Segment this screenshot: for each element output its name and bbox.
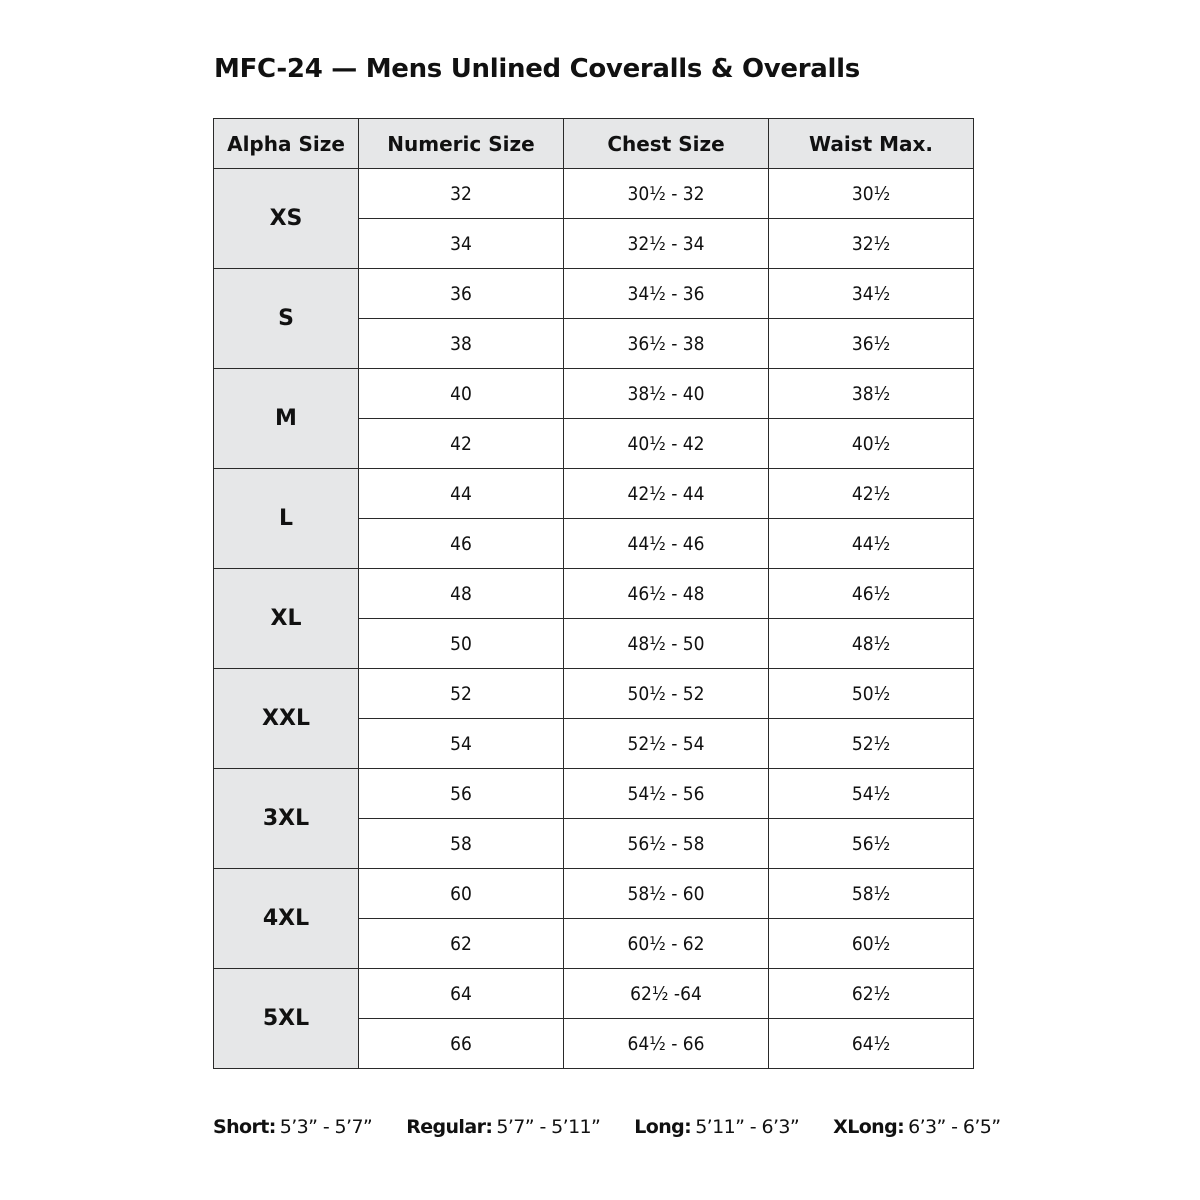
table-row xyxy=(214,469,974,519)
column-header-chest-size: Chest Size xyxy=(564,119,769,169)
numeric-size-cell: 52 xyxy=(359,669,564,719)
waist-max-cell: 34½ xyxy=(769,269,974,319)
alpha-size-cell: XL xyxy=(214,569,359,669)
length-long xyxy=(634,1116,799,1138)
numeric-size-cell: 46 xyxy=(359,519,564,569)
chest-size-cell: 54½ - 56 xyxy=(564,769,769,819)
waist-max-cell: 56½ xyxy=(769,819,974,869)
waist-max-cell: 36½ xyxy=(769,319,974,369)
column-header-waist-max: Waist Max. xyxy=(769,119,974,169)
chest-size-cell: 50½ - 52 xyxy=(564,669,769,719)
table-row xyxy=(214,669,974,719)
numeric-size-cell: 36 xyxy=(359,269,564,319)
waist-max-cell: 30½ xyxy=(769,169,974,219)
chest-size-cell: 42½ - 44 xyxy=(564,469,769,519)
length-short xyxy=(213,1116,372,1138)
length-label: Regular: xyxy=(406,1116,493,1138)
waist-max-cell: 40½ xyxy=(769,419,974,469)
alpha-size-cell: XXL xyxy=(214,669,359,769)
length-label: XLong: xyxy=(833,1116,905,1138)
alpha-size-cell: XS xyxy=(214,169,359,269)
numeric-size-cell: 64 xyxy=(359,969,564,1019)
chest-size-cell: 56½ - 58 xyxy=(564,819,769,869)
length-range: 5’11” - 6’3” xyxy=(695,1116,800,1138)
chest-size-cell: 58½ - 60 xyxy=(564,869,769,919)
table-row xyxy=(214,769,974,819)
table-row xyxy=(214,169,974,219)
numeric-size-cell: 38 xyxy=(359,319,564,369)
chest-size-cell: 38½ - 40 xyxy=(564,369,769,419)
waist-max-cell: 54½ xyxy=(769,769,974,819)
waist-max-cell: 58½ xyxy=(769,869,974,919)
chest-size-cell: 52½ - 54 xyxy=(564,719,769,769)
chest-size-cell: 30½ - 32 xyxy=(564,169,769,219)
numeric-size-cell: 42 xyxy=(359,419,564,469)
chest-size-cell: 46½ - 48 xyxy=(564,569,769,619)
numeric-size-cell: 44 xyxy=(359,469,564,519)
table-row xyxy=(214,869,974,919)
waist-max-cell: 50½ xyxy=(769,669,974,719)
waist-max-cell: 52½ xyxy=(769,719,974,769)
header-row xyxy=(214,119,974,169)
length-legend xyxy=(213,1116,1001,1138)
length-range: 5’3” - 5’7” xyxy=(279,1116,373,1138)
numeric-size-cell: 34 xyxy=(359,219,564,269)
waist-max-cell: 48½ xyxy=(769,619,974,669)
waist-max-cell: 42½ xyxy=(769,469,974,519)
numeric-size-cell: 56 xyxy=(359,769,564,819)
waist-max-cell: 32½ xyxy=(769,219,974,269)
alpha-size-cell: 4XL xyxy=(214,869,359,969)
numeric-size-cell: 48 xyxy=(359,569,564,619)
alpha-size-cell: L xyxy=(214,469,359,569)
chest-size-cell: 60½ - 62 xyxy=(564,919,769,969)
numeric-size-cell: 66 xyxy=(359,1019,564,1069)
chest-size-cell: 32½ - 34 xyxy=(564,219,769,269)
chest-size-cell: 34½ - 36 xyxy=(564,269,769,319)
numeric-size-cell: 50 xyxy=(359,619,564,669)
table-row xyxy=(214,369,974,419)
waist-max-cell: 44½ xyxy=(769,519,974,569)
numeric-size-cell: 62 xyxy=(359,919,564,969)
alpha-size-cell: 5XL xyxy=(214,969,359,1069)
page-title: MFC-24 — Mens Unlined Coveralls & Overalls xyxy=(214,54,860,84)
chest-size-cell: 48½ - 50 xyxy=(564,619,769,669)
chest-size-cell: 40½ - 42 xyxy=(564,419,769,469)
column-header-numeric-size: Numeric Size xyxy=(359,119,564,169)
length-label: Long: xyxy=(634,1116,692,1138)
length-label: Short: xyxy=(213,1116,276,1138)
alpha-size-cell: 3XL xyxy=(214,769,359,869)
waist-max-cell: 64½ xyxy=(769,1019,974,1069)
numeric-size-cell: 58 xyxy=(359,819,564,869)
alpha-size-cell: M xyxy=(214,369,359,469)
chest-size-cell: 62½ -64 xyxy=(564,969,769,1019)
table-row xyxy=(214,969,974,1019)
chest-size-cell: 36½ - 38 xyxy=(564,319,769,369)
size-chart-table xyxy=(213,118,974,1069)
waist-max-cell: 46½ xyxy=(769,569,974,619)
length-xlong xyxy=(833,1116,1000,1138)
chest-size-cell: 44½ - 46 xyxy=(564,519,769,569)
alpha-size-cell: S xyxy=(214,269,359,369)
length-range: 6’3” - 6’5” xyxy=(908,1116,1001,1138)
waist-max-cell: 38½ xyxy=(769,369,974,419)
numeric-size-cell: 32 xyxy=(359,169,564,219)
length-regular xyxy=(406,1116,600,1138)
numeric-size-cell: 54 xyxy=(359,719,564,769)
length-range: 5’7” - 5’11” xyxy=(496,1116,601,1138)
waist-max-cell: 60½ xyxy=(769,919,974,969)
waist-max-cell: 62½ xyxy=(769,969,974,1019)
chest-size-cell: 64½ - 66 xyxy=(564,1019,769,1069)
numeric-size-cell: 60 xyxy=(359,869,564,919)
table-row xyxy=(214,269,974,319)
numeric-size-cell: 40 xyxy=(359,369,564,419)
column-header-alpha-size: Alpha Size xyxy=(214,119,359,169)
table-row xyxy=(214,569,974,619)
